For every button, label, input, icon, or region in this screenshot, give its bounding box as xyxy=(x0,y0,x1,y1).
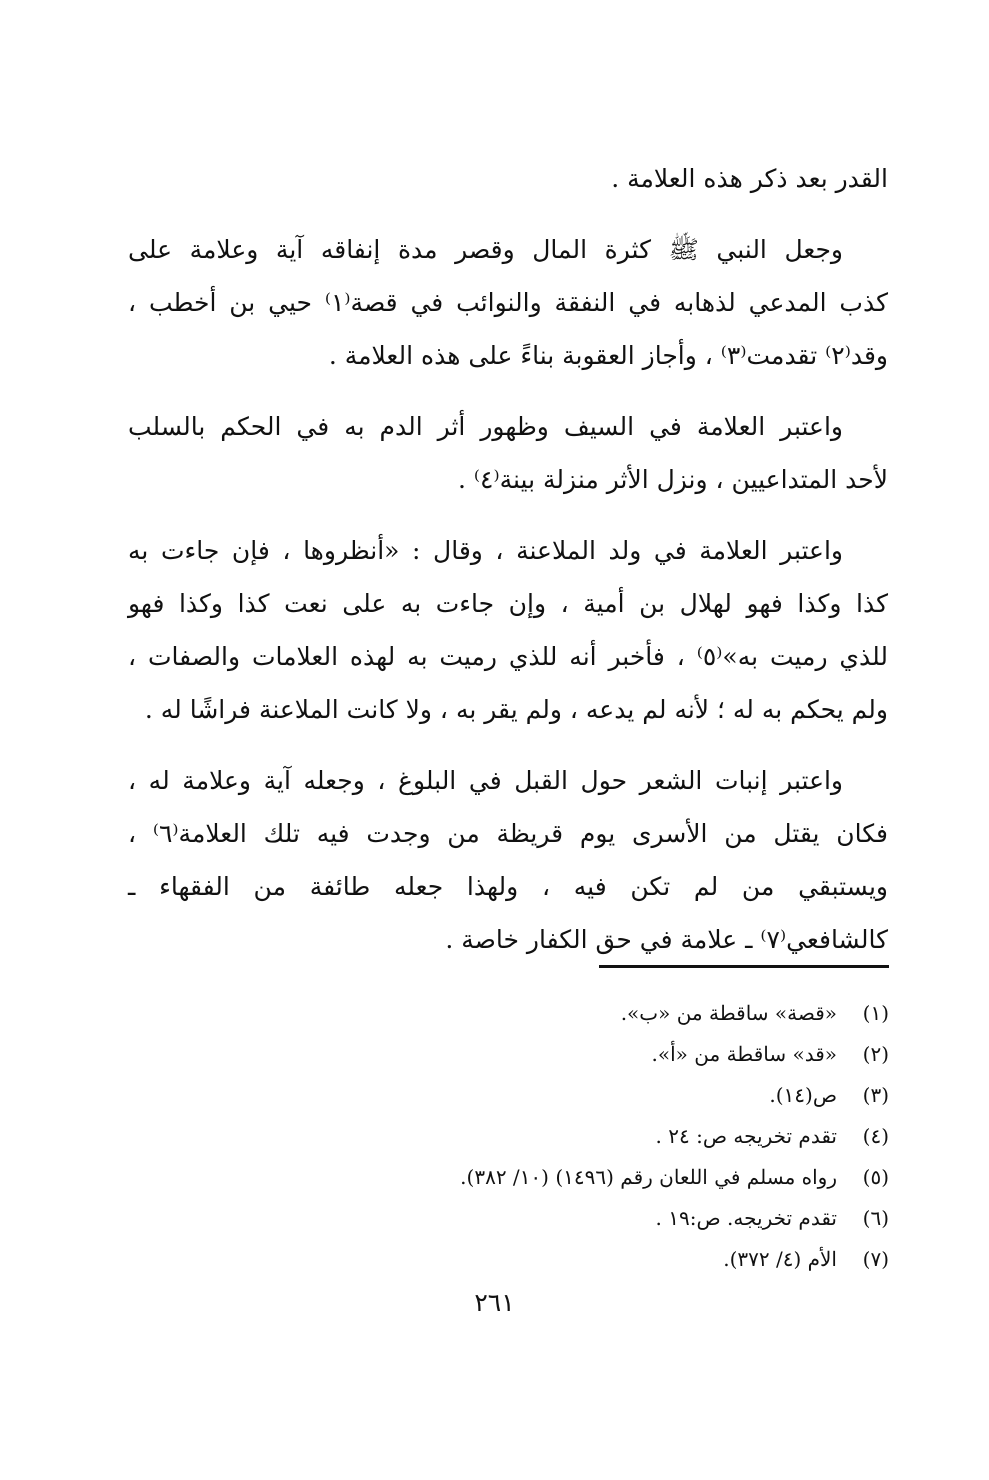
footnote-7 xyxy=(129,1239,889,1280)
footnote-text: رواه مسلم في اللعان رقم (١٤٩٦) (١٠/ ٣٨٢). xyxy=(460,1165,837,1189)
footnote-4 xyxy=(129,1116,889,1157)
text-line: فكان يقتل من الأسرى يوم قريظة من وجدت فيه تلك العلامة⁽٦⁾ ، xyxy=(128,819,888,848)
text-line: كالشافعي⁽٧⁾ ـ علامة في حق الكفار خاصة . xyxy=(445,925,888,954)
text-line: ويستبقي من لم تكن فيه ، ولهذا جعله طائفة من الفقهاء ـ xyxy=(128,872,888,901)
text-line: واعتبر إنبات الشعر حول القبل في البلوغ ، وجعله آية وعلامة له ، xyxy=(128,766,843,795)
footnote-text: تقدم تخريجه. ص:١٩ . xyxy=(655,1206,837,1230)
footnote-number: (٧) xyxy=(862,1247,889,1271)
text-line: كذا وكذا فهو لهلال بن أمية ، وإن جاءت به على نعت كذا وكذا فهو xyxy=(128,589,888,618)
footnote-2 xyxy=(129,1034,889,1075)
footnotes xyxy=(129,993,889,1280)
footnote-3 xyxy=(129,1075,889,1116)
paragraph-0 xyxy=(128,152,888,205)
footnote-number: (١) xyxy=(862,1001,889,1025)
paragraph-4 xyxy=(128,754,888,966)
text-line: وجعل النبي ﷺ كثرة المال وقصر مدة إنفاقه آية وعلامة على xyxy=(128,235,843,264)
footnote-number: (٥) xyxy=(862,1165,889,1189)
text-line: كذب المدعي لذهابه في النفقة والنوائب في قصة⁽١⁾ حيي بن أخطب ، xyxy=(128,288,888,317)
text-line: القدر بعد ذكر هذه العلامة . xyxy=(611,164,888,193)
footnote-text: «قد» ساقطة من «أ». xyxy=(651,1042,837,1066)
paragraph-3 xyxy=(128,524,888,736)
paragraph-1 xyxy=(128,223,888,382)
footnote-number: (٦) xyxy=(862,1206,889,1230)
footnote-text: ص(١٤). xyxy=(769,1083,837,1107)
main-text xyxy=(128,152,888,984)
text-line: لأحد المتداعيين ، ونزل الأثر منزلة بينة⁽٤⁾ . xyxy=(457,465,888,494)
footnote-number: (٤) xyxy=(862,1124,889,1148)
footnote-6 xyxy=(129,1198,889,1239)
text-line: واعتبر العلامة في ولد الملاعنة ، وقال : «أنظروها ، فإن جاءت به xyxy=(128,536,843,565)
paragraph-2 xyxy=(128,400,888,506)
footnote-number: (٣) xyxy=(862,1083,889,1107)
page-number: ٢٦١ xyxy=(474,1288,515,1317)
footnote-5 xyxy=(129,1157,889,1198)
divider-line xyxy=(599,965,889,968)
footnote-number: (٢) xyxy=(862,1042,889,1066)
footnote-text: الأم (٤/ ٣٧٢). xyxy=(723,1247,837,1271)
footnote-text: «قصة» ساقطة من «ب». xyxy=(620,1001,837,1025)
text-line: للذي رميت به»⁽٥⁾ ، فأخبر أنه للذي رميت به لهذه العلامات والصفات ، xyxy=(128,642,888,671)
text-line: واعتبر العلامة في السيف وظهور أثر الدم به في الحكم بالسلب xyxy=(128,412,843,441)
footnote-text: تقدم تخريجه ص: ٢٤ . xyxy=(655,1124,837,1148)
text-line: وقد⁽٢⁾ تقدمت⁽٣⁾ ، وأجاز العقوبة بناءً على هذه العلامة . xyxy=(328,341,888,370)
text-line: ولم يحكم به له ؛ لأنه لم يدعه ، ولم يقر به ، ولا كانت الملاعنة فراشًا له . xyxy=(144,695,888,724)
footnote-1 xyxy=(129,993,889,1034)
footnote-divider xyxy=(599,965,889,968)
